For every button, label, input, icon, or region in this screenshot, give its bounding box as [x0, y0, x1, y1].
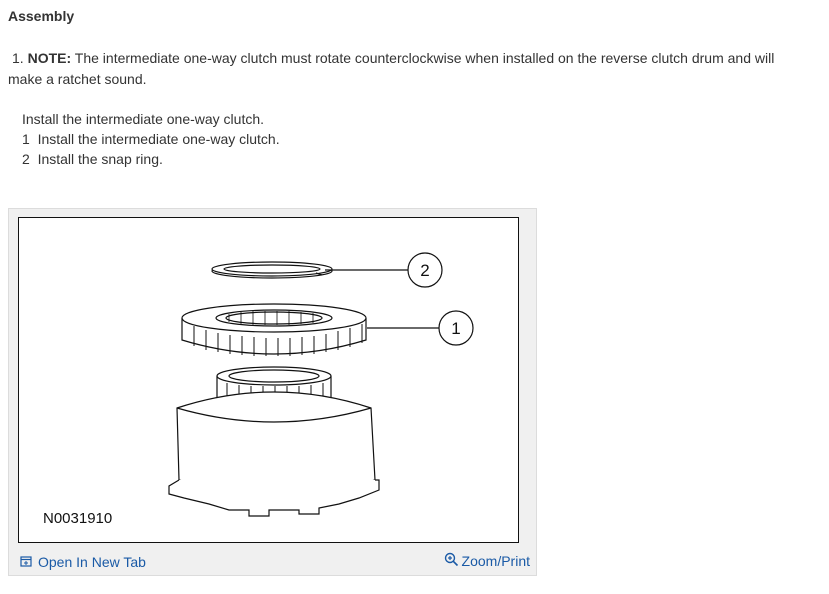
note-number: 1. — [12, 50, 24, 66]
clutch-diagram — [19, 218, 517, 541]
open-new-tab-label[interactable]: Open In New Tab — [38, 554, 146, 570]
callout-1-label: 1 — [451, 319, 461, 338]
callout-2-label: 2 — [420, 261, 430, 280]
open-tab-icon — [20, 554, 32, 570]
step-text: Install the snap ring. — [37, 151, 163, 167]
figure-frame — [8, 208, 537, 576]
page-heading: Assembly — [8, 8, 75, 24]
procedure-steps — [22, 109, 280, 169]
one-way-clutch-part — [182, 304, 366, 356]
step-number: 1 — [22, 131, 30, 147]
zoom-print-label[interactable]: Zoom/Print — [461, 553, 530, 569]
step-item — [22, 149, 280, 169]
step-item — [22, 129, 280, 149]
zoom-icon — [444, 552, 459, 570]
steps-intro: Install the intermediate one-way clutch. — [22, 111, 265, 127]
reverse-clutch-drum-part — [169, 367, 379, 516]
step-text: Install the intermediate one-way clutch. — [37, 131, 280, 147]
note-text: The intermediate one-way clutch must rotate counterclockwise when installed on the reverse clutch drum and will make a ratchet sound. — [8, 50, 775, 87]
open-new-tab-link[interactable] — [20, 554, 146, 570]
figure-code: N0031910 — [43, 510, 113, 527]
note-label: NOTE: — [27, 50, 72, 66]
note-paragraph — [8, 48, 808, 90]
snap-ring-part — [212, 262, 332, 278]
zoom-print-link[interactable] — [444, 552, 530, 570]
figure-illustration — [18, 217, 519, 543]
step-number: 2 — [22, 151, 30, 167]
